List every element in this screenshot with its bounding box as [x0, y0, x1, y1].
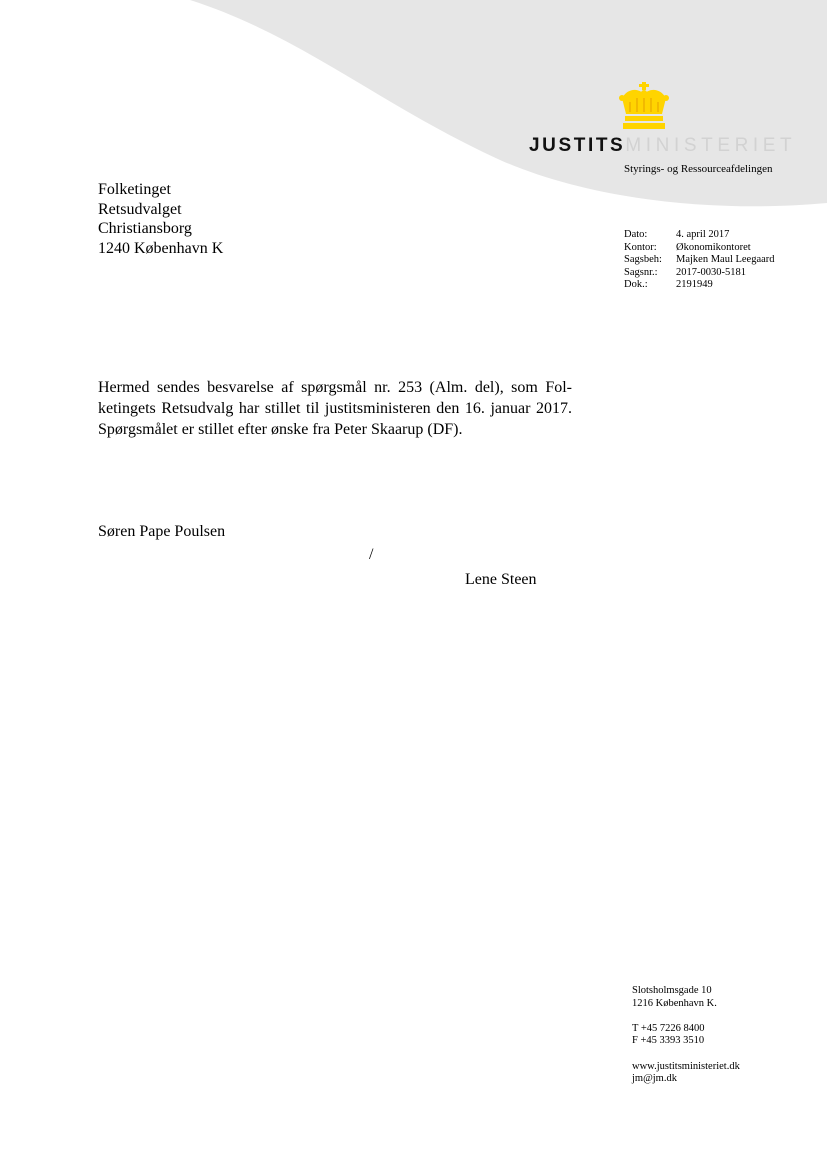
recipient-line: Christiansborg [98, 220, 192, 237]
recipient-line: Retsudvalget [98, 200, 182, 218]
footer-fax: F +45 3393 3510 [632, 1035, 705, 1047]
minister-signature: Søren Pape Poulsen [98, 523, 226, 540]
footer-phone: T +45 7226 8400 [632, 1022, 705, 1034]
department-name: Styrings- og Ressourceafdelingen [624, 163, 773, 175]
footer-city: 1216 København K. [632, 997, 717, 1009]
footer-website: www.justitsministeriet.dk [632, 1060, 740, 1072]
signature-separator: / [369, 546, 374, 563]
footer-email: jm@jm.dk [632, 1073, 677, 1085]
meta-value: 2191949 [676, 279, 713, 291]
meta-label: Sagsbeh: [624, 254, 662, 266]
meta-row-case-number [624, 267, 775, 280]
footer-street: Slotsholmsgade 10 [632, 985, 712, 996]
meta-row-handler [624, 254, 775, 267]
meta-label: Sagsnr.: [624, 266, 658, 278]
letter-body: Hermed sendes besvarelse af spørgsmål nr. 253 (Alm. del), som Folketingets Retsudvalg har stillet til justitsministeren den 16. januar 2017. Spørgsmålet er stillet efter ønske fra Peter Skaarup (DF). [98, 379, 572, 438]
meta-row-date [624, 229, 775, 242]
meta-value: Økonomikontoret [676, 241, 751, 253]
meta-row-document [624, 279, 775, 292]
meta-label: Dato: [624, 229, 648, 240]
recipient-line: Folketinget [98, 181, 171, 198]
recipient-line: 1240 København K [98, 239, 224, 257]
meta-value: 4. april 2017 [676, 229, 730, 240]
meta-row-office [624, 242, 775, 255]
meta-label: Dok.: [624, 279, 648, 291]
recipient-address [98, 180, 223, 258]
ministry-wordmark [529, 136, 796, 155]
meta-value: 2017-0030-5181 [676, 266, 746, 278]
wordmark-light: MINISTERIET [625, 135, 797, 156]
meta-label: Kontor: [624, 241, 657, 253]
case-metadata [624, 229, 775, 292]
footer-contact [632, 985, 740, 1086]
crown-icon [616, 82, 672, 130]
wordmark-bold: JUSTITS [529, 135, 626, 156]
meta-value: Majken Maul Leegaard [676, 254, 775, 266]
official-signature: Lene Steen [465, 571, 537, 588]
